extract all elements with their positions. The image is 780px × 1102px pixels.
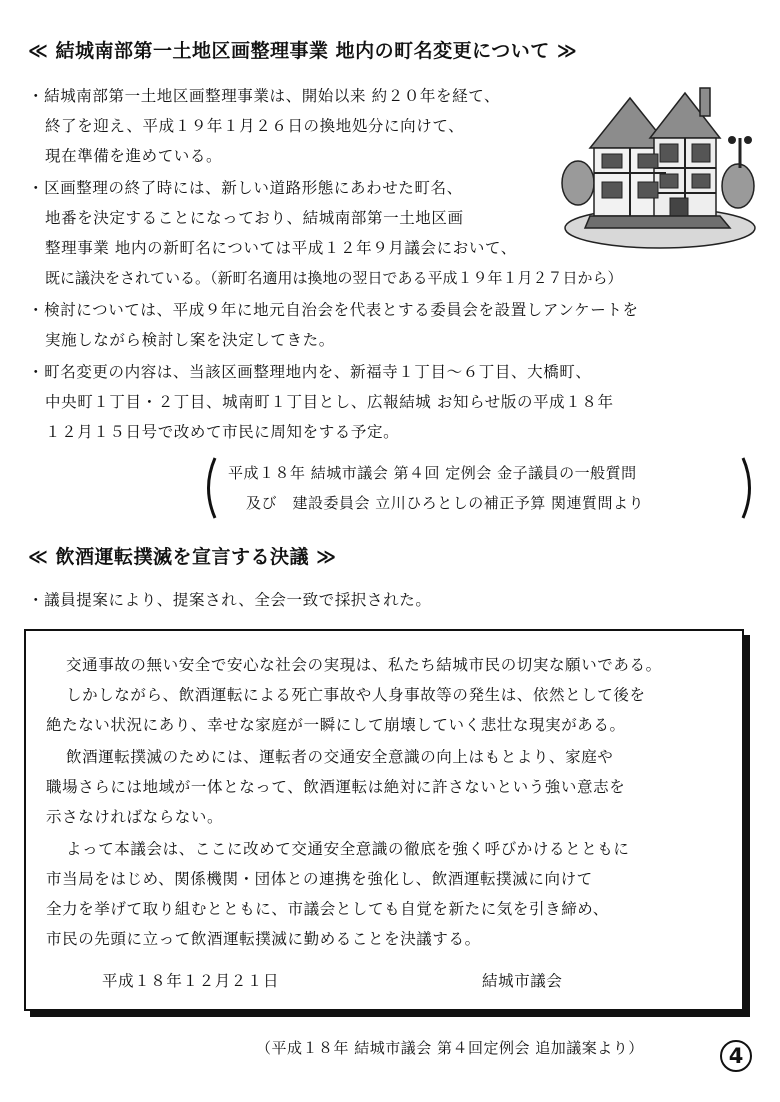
- section2-source: （平成１８年 結城市議会 第４回定例会 追加議案より）: [256, 1039, 644, 1057]
- section1-source-line-1: 平成１８年 結城市議会 第４回 定例会 金子議員の一般質問: [228, 464, 637, 482]
- paragraph-1-line-1: ・結城南部第一土地区画整理事業は、開始以来 約２０年を経て、: [28, 87, 501, 105]
- open-paren-glyph: [200, 456, 218, 520]
- paragraph-2-line-3: 整理事業 地内の新町名については平成１２年９月議会において、: [45, 239, 517, 257]
- resolution-line-5: 職場さらには地域が一体となって、飲酒運転は絶対に許さないという強い意志を: [46, 778, 626, 796]
- resolution-box: [24, 629, 744, 1011]
- resolution-line-6: 示さなければならない。: [46, 808, 224, 826]
- paragraph-4-line-2: 中央町１丁目・２丁目、城南町１丁目とし、広報結城 お知らせ版の平成１８年: [45, 393, 614, 411]
- resolution-line-9: 全力を挙げて取り組むとともに、市議会としても自覚を新たに気を引き締め、: [46, 900, 609, 918]
- paragraph-4-line-1: ・町名変更の内容は、当該区画整理地内を、新福寺１丁目～６丁目、大橋町、: [28, 363, 592, 381]
- section1-title: ≪ 結城南部第一土地区画整理事業 地内の町名変更について ≫: [28, 40, 578, 62]
- close-paren-glyph: [740, 456, 758, 520]
- resolution-line-7: よって本議会は、ここに改めて交通安全意識の徹底を強く呼びかけるとともに: [66, 840, 630, 858]
- paragraph-4-line-3: １２月１５日号で改めて市民に周知をする予定。: [45, 423, 400, 441]
- resolution-signer: 結城市議会: [482, 972, 563, 990]
- resolution-date: 平成１８年１２月２１日: [102, 972, 280, 990]
- section1-source-line-2: 及び 建設委員会 立川ひろとしの補正予算 関連質問より: [246, 494, 645, 512]
- paragraph-3-line-1: ・検討については、平成９年に地元自治会を代表とする委員会を設置しアンケートを: [28, 301, 639, 319]
- resolution-line-10: 市民の先頭に立って飲酒運転撲滅に勤めることを決議する。: [46, 930, 481, 948]
- paragraph-2-line-2: 地番を決定することになっており、結城南部第一土地区画: [45, 209, 464, 227]
- building-illustration: [560, 78, 756, 250]
- section2-intro: ・議員提案により、提案され、全会一致で採択された。: [28, 591, 432, 609]
- paragraph-2-line-1: ・区画整理の終了時には、新しい道路形態にあわせた町名、: [28, 179, 463, 197]
- resolution-line-3: 絶たない状況にあり、幸せな家庭が一瞬にして崩壊していく悲壮な現実がある。: [46, 716, 626, 734]
- section1-source: [200, 456, 760, 520]
- resolution-line-1: 交通事故の無い安全で安心な社会の実現は、私たち結城市民の切実な願いである。: [66, 656, 662, 674]
- resolution-line-2: しかしながら、飲酒運転による死亡事故や人身事故等の発生は、依然として後を: [66, 686, 646, 704]
- resolution-line-8: 市当局をはじめ、関係機関・団体との連携を強化し、飲酒運転撲滅に向けて: [46, 870, 593, 888]
- paragraph-3-line-2: 実施しながら検討し案を決定してきた。: [45, 331, 335, 349]
- section2-title: ≪ 飲酒運転撲滅を宣言する決議 ≫: [28, 546, 337, 568]
- paragraph-1-line-3: 現在準備を進めている。: [45, 147, 223, 165]
- paragraph-1-line-2: 終了を迎え、平成１９年１月２６日の換地処分に向けて、: [45, 117, 465, 135]
- page-number: 4: [720, 1040, 752, 1072]
- paragraph-2-line-4: 既に議決をされている。（新町名適用は換地の翌日である平成１９年１月２７日から）: [45, 269, 623, 287]
- resolution-line-4: 飲酒運転撲滅のためには、運転者の交通安全意識の向上はもとより、家庭や: [66, 748, 614, 766]
